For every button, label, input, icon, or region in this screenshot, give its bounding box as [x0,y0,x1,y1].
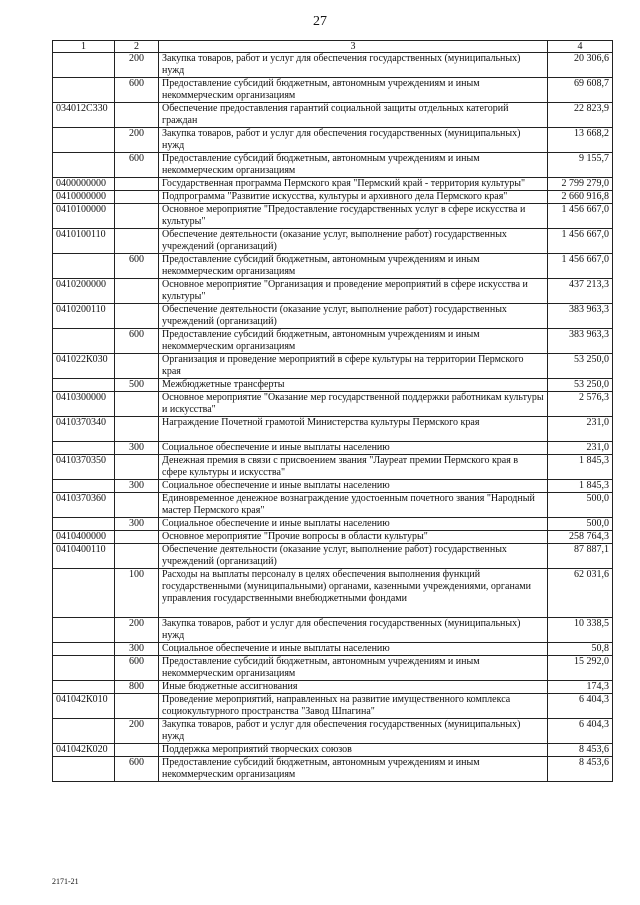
row-expense-type: 200 [115,128,159,153]
row-expense-type: 800 [115,681,159,694]
row-name: Закупка товаров, работ и услуг для обеспечения государственных (муниципальных) нужд [159,618,548,643]
row-name: Обеспечение деятельности (оказание услуг, выполнение работ) государственных учреждений (организаций) [159,544,548,569]
table-row [53,417,613,442]
row-expense-type [115,417,159,442]
row-code [53,569,115,618]
row-name: Закупка товаров, работ и услуг для обеспечения государственных (муниципальных) нужд [159,719,548,744]
column-header-2: 2 [115,41,159,53]
row-amount: 53 250,0 [548,379,613,392]
row-code: 0410300000 [53,392,115,417]
row-amount: 2 576,3 [548,392,613,417]
row-amount: 383 963,3 [548,329,613,354]
row-code [53,681,115,694]
row-code [53,442,115,455]
row-expense-type: 600 [115,78,159,103]
row-amount: 87 887,1 [548,544,613,569]
row-expense-type [115,279,159,304]
row-name: Иные бюджетные ассигнования [159,681,548,694]
row-amount: 8 453,6 [548,744,613,757]
row-name: Социальное обеспечение и иные выплаты населению [159,518,548,531]
row-expense-type [115,544,159,569]
table-row [53,480,613,493]
row-amount: 15 292,0 [548,656,613,681]
table-row [53,178,613,191]
table-row [53,681,613,694]
table-row [53,279,613,304]
table-row [53,354,613,379]
row-amount: 9 155,7 [548,153,613,178]
row-amount: 437 213,3 [548,279,613,304]
table-row [53,569,613,618]
row-expense-type: 200 [115,618,159,643]
row-amount: 50,8 [548,643,613,656]
table-row [53,78,613,103]
table-row [53,392,613,417]
row-amount: 500,0 [548,493,613,518]
row-expense-type [115,178,159,191]
table-row [53,191,613,204]
row-amount: 1 845,3 [548,455,613,480]
row-name: Основное мероприятие "Организация и проведение мероприятий в сфере искусства и культуры" [159,279,548,304]
row-expense-type: 600 [115,254,159,279]
row-amount: 174,3 [548,681,613,694]
row-expense-type: 300 [115,643,159,656]
table-row [53,128,613,153]
row-amount: 231,0 [548,417,613,442]
row-expense-type: 600 [115,656,159,681]
table-row [53,493,613,518]
table-row [53,442,613,455]
row-expense-type [115,354,159,379]
row-expense-type [115,694,159,719]
row-expense-type: 200 [115,53,159,78]
row-code: 0410370340 [53,417,115,442]
table-row [53,304,613,329]
row-code [53,254,115,279]
row-amount: 500,0 [548,518,613,531]
row-name: Государственная программа Пермского края "Пермский край - территория культуры" [159,178,548,191]
row-name: Социальное обеспечение и иные выплаты населению [159,442,548,455]
row-name: Предоставление субсидий бюджетным, автономным учреждениям и иным некоммерческим организациям [159,153,548,178]
row-name: Организация и проведение мероприятий в сфере культуры на территории Пермского края [159,354,548,379]
row-amount: 62 031,6 [548,569,613,618]
row-expense-type [115,392,159,417]
table-row [53,329,613,354]
row-code [53,379,115,392]
row-expense-type [115,191,159,204]
row-amount: 69 608,7 [548,78,613,103]
row-expense-type [115,229,159,254]
row-name: Поддержка мероприятий творческих союзов [159,744,548,757]
column-header-1: 1 [53,41,115,53]
row-amount: 1 456 667,0 [548,204,613,229]
row-amount: 6 404,3 [548,719,613,744]
table-row [53,656,613,681]
table-row [53,103,613,128]
row-code [53,128,115,153]
row-expense-type [115,304,159,329]
row-code: 0410100000 [53,204,115,229]
row-name: Социальное обеспечение и иные выплаты населению [159,480,548,493]
row-amount: 8 453,6 [548,757,613,782]
row-expense-type: 100 [115,569,159,618]
row-name: Закупка товаров, работ и услуг для обеспечения государственных (муниципальных) нужд [159,53,548,78]
row-code: 0410000000 [53,191,115,204]
row-code [53,618,115,643]
row-name: Основное мероприятие "Оказание мер государственной поддержки работникам культуры и искусства" [159,392,548,417]
table-row [53,643,613,656]
row-amount: 258 764,3 [548,531,613,544]
table-row [53,744,613,757]
row-amount: 13 668,2 [548,128,613,153]
row-name: Предоставление субсидий бюджетным, автономным учреждениям и иным некоммерческим организациям [159,254,548,279]
row-expense-type [115,531,159,544]
row-amount: 6 404,3 [548,694,613,719]
row-name: Предоставление субсидий бюджетным, автономным учреждениям и иным некоммерческим организациям [159,757,548,782]
row-expense-type: 600 [115,757,159,782]
row-code [53,78,115,103]
table-row [53,531,613,544]
row-expense-type: 600 [115,329,159,354]
row-amount: 1 845,3 [548,480,613,493]
row-amount: 53 250,0 [548,354,613,379]
table-row [53,153,613,178]
row-name: Расходы на выплаты персоналу в целях обеспечения выполнения функций государственными (муниципальными) органами, казенными учреждениями, органами управления государственными внебюджетными фондами [159,569,548,618]
row-expense-type: 300 [115,518,159,531]
table-header-row [53,41,613,53]
table-row [53,518,613,531]
row-code: 0410370360 [53,493,115,518]
row-amount: 383 963,3 [548,304,613,329]
row-code [53,480,115,493]
table-row [53,719,613,744]
row-expense-type [115,103,159,128]
table-row [53,254,613,279]
row-code: 041042К020 [53,744,115,757]
row-code: 041042К010 [53,694,115,719]
table-row [53,544,613,569]
table-row [53,694,613,719]
row-amount: 2 660 916,8 [548,191,613,204]
row-name: Денежная премия в связи с присвоением звания "Лауреат премии Пермского края в сфере культуры и искусства" [159,455,548,480]
row-code: 0410200000 [53,279,115,304]
row-expense-type: 300 [115,442,159,455]
row-expense-type [115,493,159,518]
row-name: Социальное обеспечение и иные выплаты населению [159,643,548,656]
row-amount: 22 823,9 [548,103,613,128]
table-row [53,757,613,782]
row-name: Предоставление субсидий бюджетным, автономным учреждениям и иным некоммерческим организациям [159,656,548,681]
row-name: Проведение мероприятий, направленных на развитие имущественного комплекса социокультурного пространства "Завод Шпагина" [159,694,548,719]
row-amount: 231,0 [548,442,613,455]
row-name: Обеспечение предоставления гарантий социальной защиты отдельных категорий граждан [159,103,548,128]
row-code: 0410100110 [53,229,115,254]
page-number: 27 [313,14,327,29]
row-amount: 2 799 279,0 [548,178,613,191]
row-name: Предоставление субсидий бюджетным, автономным учреждениям и иным некоммерческим организациям [159,78,548,103]
row-name: Обеспечение деятельности (оказание услуг, выполнение работ) государственных учреждений (организаций) [159,229,548,254]
table-body [53,53,613,782]
row-code: 0410200110 [53,304,115,329]
row-code: 041022К030 [53,354,115,379]
table-row [53,53,613,78]
row-code: 034012С330 [53,103,115,128]
row-name: Закупка товаров, работ и услуг для обеспечения государственных (муниципальных) нужд [159,128,548,153]
row-expense-type: 500 [115,379,159,392]
row-expense-type: 300 [115,480,159,493]
row-code [53,153,115,178]
row-name: Основное мероприятие "Предоставление государственных услуг в сфере искусства и культуры" [159,204,548,229]
row-name: Единовременное денежное вознаграждение удостоенным почетного звания "Народный мастер Пермского края" [159,493,548,518]
row-amount: 1 456 667,0 [548,229,613,254]
row-code [53,757,115,782]
row-name: Обеспечение деятельности (оказание услуг, выполнение работ) государственных учреждений (организаций) [159,304,548,329]
row-code: 0410400110 [53,544,115,569]
row-amount: 1 456 667,0 [548,254,613,279]
column-header-3: 3 [159,41,548,53]
row-expense-type: 600 [115,153,159,178]
row-amount: 20 306,6 [548,53,613,78]
row-code [53,643,115,656]
row-code [53,656,115,681]
budget-table [52,40,613,782]
row-name: Предоставление субсидий бюджетным, автономным учреждениям и иным некоммерческим организациям [159,329,548,354]
table-row [53,229,613,254]
row-name: Основное мероприятие "Прочие вопросы в области культуры" [159,531,548,544]
row-name: Награждение Почетной грамотой Министерства культуры Пермского края [159,417,548,442]
table-row [53,379,613,392]
row-expense-type [115,204,159,229]
column-header-4: 4 [548,41,613,53]
row-code [53,329,115,354]
row-expense-type [115,455,159,480]
row-expense-type [115,744,159,757]
table-row [53,455,613,480]
row-amount: 10 338,5 [548,618,613,643]
row-code [53,53,115,78]
row-name: Межбюджетные трансферты [159,379,548,392]
row-code: 0400000000 [53,178,115,191]
table-row [53,204,613,229]
row-code [53,518,115,531]
row-code [53,719,115,744]
footer-code: 2171-21 [52,877,79,886]
row-code: 0410370350 [53,455,115,480]
row-name: Подпрограмма "Развитие искусства, культуры и архивного дела Пермского края" [159,191,548,204]
row-code: 0410400000 [53,531,115,544]
row-expense-type: 200 [115,719,159,744]
table-row [53,618,613,643]
